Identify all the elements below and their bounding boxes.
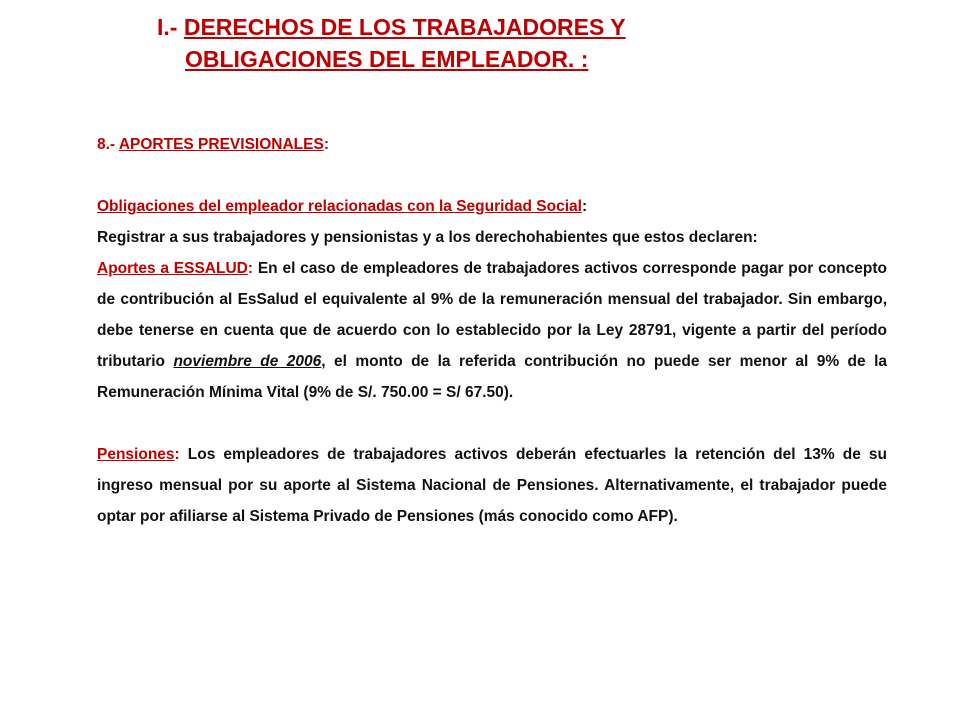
essalud-date-highlight: noviembre de 2006 — [173, 353, 322, 370]
essalud-paragraph — [97, 253, 887, 408]
pensions-label: Pensiones — [97, 446, 175, 463]
section-number: 8.- — [97, 136, 119, 153]
section-colon: : — [323, 136, 329, 153]
obligations-text: Registrar a sus trabajadores y pensionistas y a los derechohabientes que estos declaren: — [97, 229, 758, 246]
section-heading — [97, 129, 887, 160]
title-line-1 — [157, 14, 626, 41]
obligations-colon: : — [581, 198, 588, 215]
pensions-text: Los empleadores de trabajadores activos deberán efectuarles la retención del 13% de su ingreso mensual por su aporte al Sistema Nacional de Pensiones. Alternativamente, el trabajador puede optar por afiliarse al Sistema Privado de Pensiones (más conocido como AFP). — [97, 446, 887, 525]
essalud-label: Aportes a ESSALUD — [97, 260, 248, 277]
obligations-heading — [97, 191, 887, 222]
spacer — [97, 160, 887, 191]
pensions-paragraph — [97, 439, 887, 532]
title-colon: : — [580, 46, 589, 72]
essalud-text-after: , el monto de la referida contribución no puede ser menor al 9% de la Remuneración Mínima Vital (9% de S/. 750.00 = S/ 67.50). — [97, 353, 887, 401]
title-main-underlined: DERECHOS DE LOS TRABAJADORES Y — [183, 14, 626, 40]
title-line-2 — [185, 46, 588, 73]
essalud-text-before: En el caso de empleadores de trabajadores activos corresponde pagar por concepto de contribución al EsSalud el equivalente al 9% de la remuneración mensual del trabajador. Sin embargo, debe tenerse en cuenta que de acuerdo con lo establecido por la Ley 28791, vigente a partir del período tributario — [97, 260, 887, 370]
content-body — [97, 129, 887, 532]
pensions-colon: : — [174, 446, 180, 463]
title-prefix: I.- — [157, 14, 184, 40]
essalud-colon: : — [247, 260, 254, 277]
section-title: APORTES PREVISIONALES — [118, 136, 324, 153]
obligations-title: Obligaciones del empleador relacionadas con la Seguridad Social — [97, 198, 582, 215]
title-subline-underlined: OBLIGACIONES DEL EMPLEADOR. — [185, 46, 581, 72]
spacer — [97, 408, 887, 439]
